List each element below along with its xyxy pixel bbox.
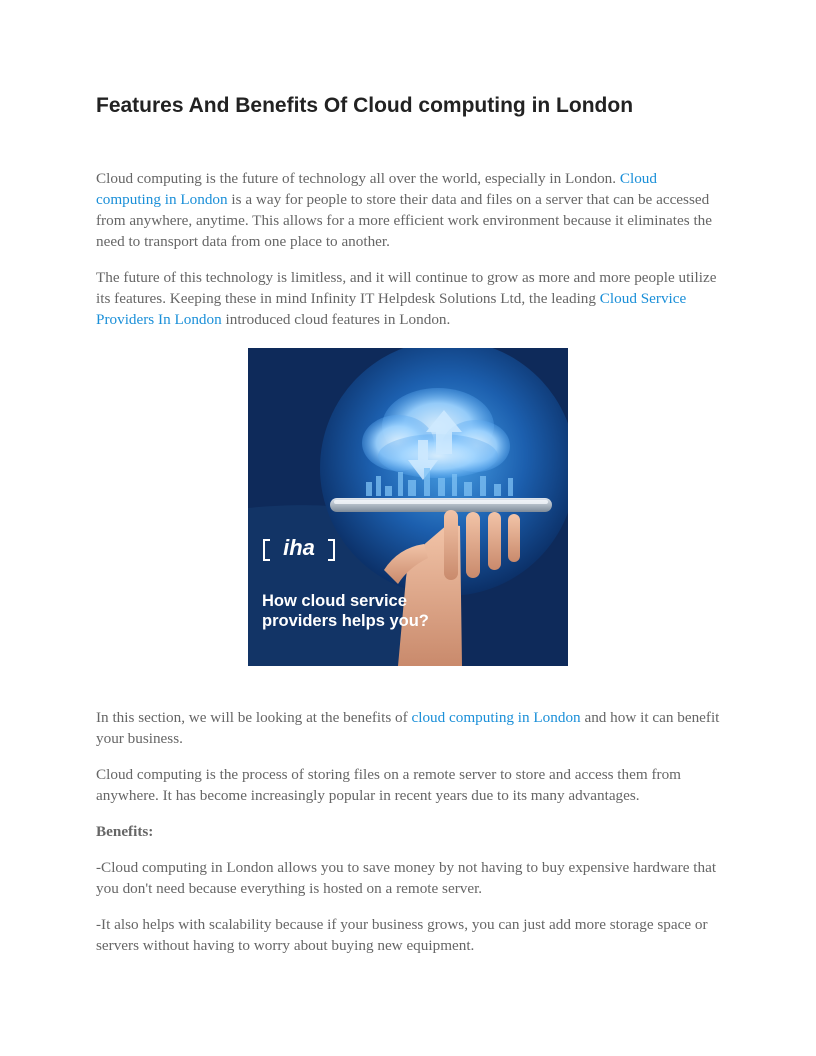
intro-text-start: Cloud computing is the future of technology all over the world, especially in London.	[96, 170, 620, 187]
hero-caption-line1: How cloud service	[262, 592, 407, 610]
section-intro-text-start: In this section, we will be looking at the benefits of	[96, 709, 412, 726]
cloud-service-providers-link[interactable]: Cloud Service Providers In London	[96, 290, 687, 328]
page-title: Features And Benefits Of Cloud computing in London	[96, 94, 634, 117]
section-intro-text-end: and how it can benefit your business.	[96, 709, 720, 747]
future-paragraph	[96, 267, 720, 330]
section-intro-paragraph	[96, 707, 720, 749]
intro-text-end: is a way for people to store their data and files on a server that can be accessed from anywhere, anytime. This allows for a more efficient work environment because it eliminates the need to transport data from one place to another.	[96, 191, 713, 250]
logo-text: iha	[283, 535, 315, 560]
benefits-heading: Benefits:	[96, 823, 154, 840]
intro-paragraph	[96, 168, 720, 252]
cloud-computing-london-link-2[interactable]: cloud computing in London	[411, 709, 581, 726]
benefit-item-cost: -Cloud computing in London allows you to save money by not having to buy expensive hardware that you don't need because everything is hosted on a remote server.	[96, 859, 717, 897]
cloud-computing-london-link[interactable]: Cloud computing in London	[96, 170, 657, 208]
hero-illustration	[248, 348, 568, 666]
definition-paragraph: Cloud computing is the process of storing files on a remote server to store and access them from anywhere. It has become increasingly popular in recent years due to its many advantages.	[96, 766, 681, 804]
cloud-service-hero-image	[248, 348, 568, 666]
hero-caption-line2: providers helps you?	[262, 612, 429, 630]
future-text-end: introduced cloud features in London.	[221, 311, 451, 328]
benefit-item-scalability: -It also helps with scalability because if your business grows, you can just add more storage space or servers without having to worry about buying new equipment.	[96, 916, 708, 954]
future-text-start: The future of this technology is limitless, and it will continue to grow as more and more people utilize its features. Keeping these in mind Infinity IT Helpdesk Solutions Ltd, the leading	[96, 269, 717, 307]
